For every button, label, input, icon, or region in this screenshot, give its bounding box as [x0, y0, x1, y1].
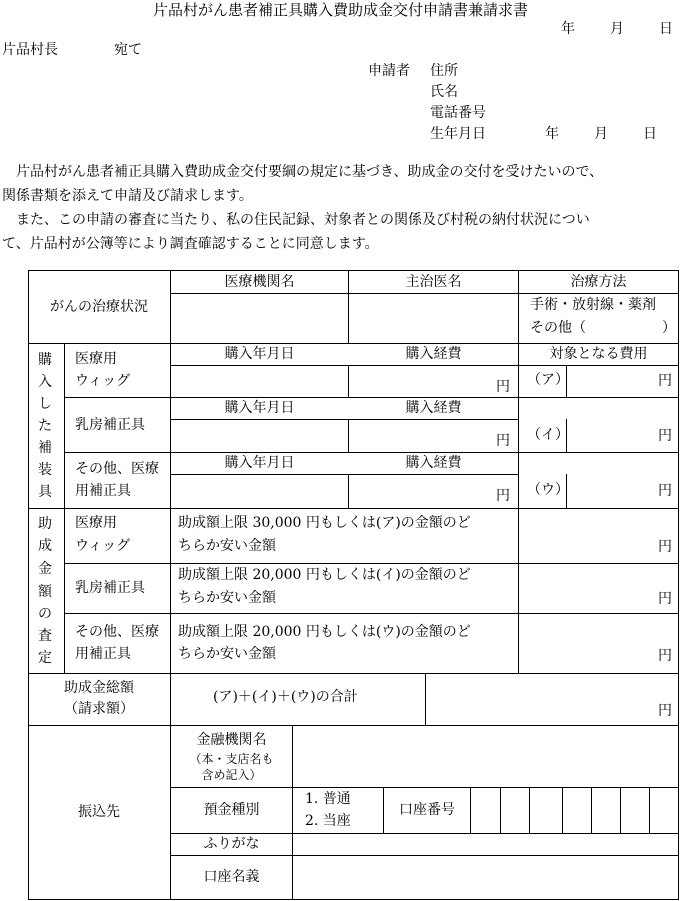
applicant-label: 申請者 [368, 63, 410, 79]
purchase-row3-date-header: 購入年月日 [224, 455, 295, 472]
bank-account-name-label: 口座名義 [203, 869, 260, 886]
body-para2-line1: また、この申請の審査に当たり、私の住民記録、対象者との関係及び村税の納付状況につい [16, 212, 590, 228]
applicant-phone-label: 電話番号 [430, 105, 486, 121]
assessment-row2-yen: 円 [658, 591, 672, 607]
body-para1-line2: 関係書類を添えて申請及び請求します。 [2, 188, 253, 204]
purchase-row3-label2: 用補正具 [75, 483, 131, 499]
method-other-close: ） [662, 320, 676, 336]
col-doctor-header: 主治医名 [405, 273, 462, 290]
assessment-row2-label1: 乳房補正具 [75, 580, 145, 596]
purchase-row1-cost-yen: 円 [496, 379, 510, 395]
purchase-row2-label1: 乳房補正具 [75, 417, 145, 433]
total-formula: (ア)＋(イ)＋(ウ)の合計 [213, 689, 358, 705]
assessment-vlabel-2: 成 [38, 538, 52, 554]
purchase-row2-cost-yen: 円 [496, 433, 510, 449]
method-other: その他（ [530, 320, 586, 336]
date-year-label: 年 [561, 21, 575, 37]
addressee-suffix: 宛て [114, 42, 142, 58]
treatment-label: がんの治療状況 [50, 298, 148, 315]
purchase-row3-cost-yen: 円 [496, 488, 510, 504]
assessment-row1-text1: 助成額上限 30,000 円もしくは(ア)の金額のど [178, 515, 471, 531]
bank-institution-note2: 含め記入） [201, 767, 262, 782]
purchase-row2-mark: （イ） [527, 427, 569, 443]
dob-day-label: 日 [643, 126, 657, 142]
purchase-row1-target-yen: 円 [658, 373, 672, 389]
bank-institution-note1: （本・支店名も [189, 751, 274, 766]
method-options: 手術・放射線・薬剤 [530, 297, 656, 313]
dob-month-label: 月 [594, 126, 608, 142]
purchase-row1-label1: 医療用 [75, 351, 117, 367]
assessment-row1-text2: ちらか安い金額 [178, 538, 276, 554]
total-label2: （請求額） [64, 700, 134, 717]
date-day-label: 日 [659, 21, 673, 37]
assessment-row3-label1: その他、医療 [75, 624, 159, 640]
applicant-dob-label: 生年月日 [430, 126, 486, 142]
assessment-vlabel-7: 定 [38, 650, 52, 666]
purchase-row3-label1: その他、医療 [75, 461, 159, 477]
assessment-row2-text2: ちらか安い金額 [178, 590, 276, 606]
assessment-row3-label2: 用補正具 [75, 646, 131, 662]
applicant-name-label: 氏名 [430, 84, 458, 100]
assessment-row1-label2: ウィッグ [75, 538, 131, 554]
purchase-row1-label2: ウィッグ [75, 373, 131, 389]
bank-account-no-label: 口座番号 [399, 802, 455, 819]
assessment-vlabel-1: 助 [38, 516, 52, 532]
assessment-row1-label1: 医療用 [75, 515, 117, 531]
col-method-header: 治療方法 [570, 273, 627, 290]
purchase-row2-cost-header: 購入経費 [405, 400, 462, 417]
dob-year-label: 年 [545, 126, 559, 142]
total-label1: 助成金総額 [64, 679, 134, 696]
target-cost-header: 対象となる費用 [549, 346, 648, 363]
assessment-row3-yen: 円 [658, 648, 672, 664]
purchase-vlabel-6: 装 [38, 462, 52, 478]
bank-institution-label: 金融機関名 [196, 731, 267, 748]
purchase-row1-date-header: 購入年月日 [224, 346, 295, 363]
total-yen: 円 [658, 703, 672, 719]
purchase-vlabel-5: 補 [38, 440, 52, 456]
purchase-vlabel-2: 入 [38, 374, 52, 390]
bank-furigana-label: ふりがな [203, 836, 260, 853]
purchase-vlabel-4: た [38, 418, 52, 434]
purchase-vlabel-1: 購 [38, 352, 52, 368]
purchase-row3-mark: （ウ） [527, 482, 569, 498]
bank-type-option-2[interactable]: 2. 当座 [305, 813, 351, 829]
purchase-row1-cost-header: 購入経費 [405, 346, 462, 363]
bank-type-option-1[interactable]: 1. 普通 [305, 791, 351, 807]
assessment-vlabel-6: 査 [38, 628, 52, 644]
body-para1-line1: 片品村がん患者補正具購入費助成金交付要綱の規定に基づき、助成金の交付を受けたいので、 [16, 164, 604, 180]
purchase-row1-mark: （ア） [527, 372, 569, 388]
assessment-vlabel-4: 額 [38, 584, 52, 600]
purchase-vlabel-7: 具 [38, 484, 52, 500]
assessment-row2-text1: 助成額上限 20,000 円もしくは(イ)の金額のど [178, 567, 471, 583]
purchase-row3-cost-header: 購入経費 [405, 455, 462, 472]
purchase-row2-date-header: 購入年月日 [224, 400, 295, 417]
body-para2-line2: て、片品村が公簿等により調査確認することに同意します。 [2, 236, 379, 252]
assessment-row3-text1: 助成額上限 20,000 円もしくは(ウ)の金額のど [178, 624, 471, 640]
purchase-vlabel-3: し [38, 396, 52, 412]
assessment-vlabel-3: 金 [38, 561, 52, 577]
addressee: 片品村長 [2, 42, 58, 58]
bank-label: 振込先 [78, 804, 120, 821]
bank-deposit-type-label: 預金種別 [203, 802, 260, 819]
purchase-row3-target-yen: 円 [658, 483, 672, 499]
assessment-row3-text2: ちらか安い金額 [178, 646, 276, 662]
assessment-row1-yen: 円 [658, 539, 672, 555]
assessment-vlabel-5: の [38, 606, 52, 622]
document-title: 片品村がん患者補正具購入費助成金交付申請書兼請求書 [152, 1, 528, 19]
date-month-label: 月 [610, 21, 624, 37]
col-hospital-header: 医療機関名 [224, 273, 295, 290]
applicant-address-label: 住所 [430, 63, 458, 79]
purchase-row2-target-yen: 円 [658, 428, 672, 444]
